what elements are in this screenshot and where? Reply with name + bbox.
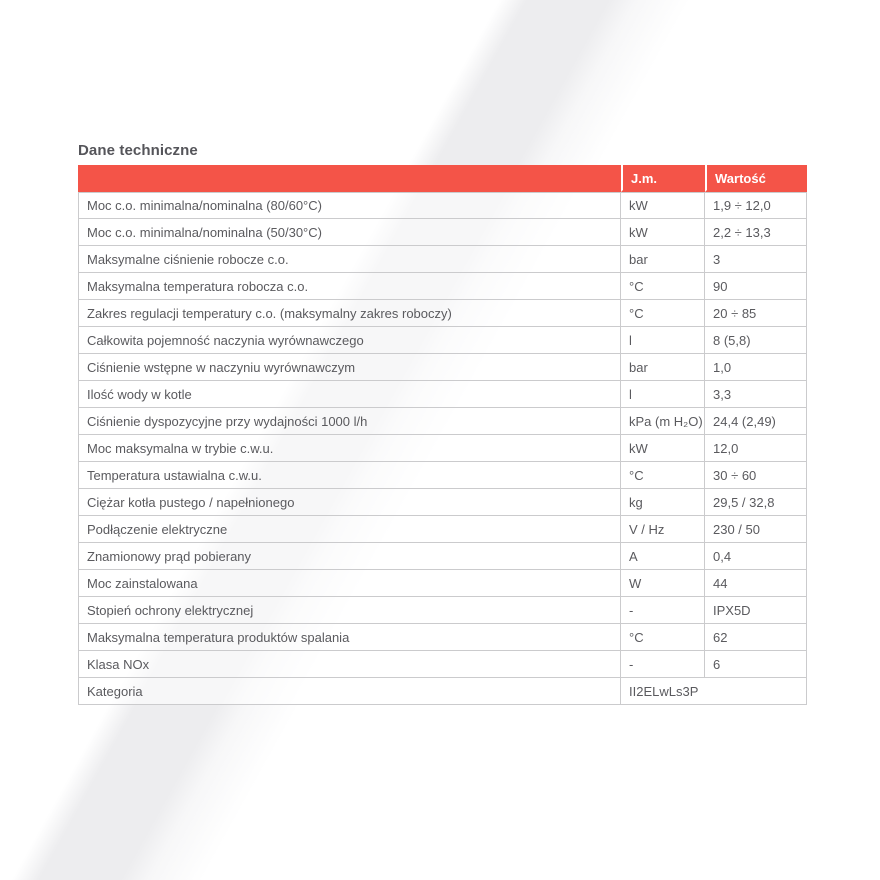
value-cell: 24,4 (2,49) [705,408,807,435]
unit-cell: W [621,570,705,597]
param-cell: Ilość wody w kotle [78,381,621,408]
table-row [78,624,807,651]
param-cell: Maksymalna temperatura robocza c.o. [78,273,621,300]
unit-cell: °C [621,300,705,327]
table-row [78,273,807,300]
value-cell: IPX5D [705,597,807,624]
unit-cell: kg [621,489,705,516]
value-cell: 29,5 / 32,8 [705,489,807,516]
page-title: Dane techniczne [78,142,198,159]
unit-cell: - [621,597,705,624]
table-row [78,435,807,462]
param-cell: Ciśnienie dyspozycyjne przy wydajności 1000 l/h [78,408,621,435]
unit-cell: l [621,327,705,354]
table-row [78,678,807,705]
table-row [78,327,807,354]
param-cell: Całkowita pojemność naczynia wyrównawczego [78,327,621,354]
param-cell: Zakres regulacji temperatury c.o. (maksymalny zakres roboczy) [78,300,621,327]
unit-cell: kW [621,219,705,246]
unit-cell: °C [621,273,705,300]
value-cell: 30 ÷ 60 [705,462,807,489]
table-row [78,597,807,624]
unit-cell: °C [621,624,705,651]
value-cell: 62 [705,624,807,651]
unit-cell: II2ELwLs3P [621,678,807,705]
table-row [78,300,807,327]
header-row [78,165,807,192]
table-row [78,219,807,246]
table-row [78,543,807,570]
value-cell: 230 / 50 [705,516,807,543]
value-cell: 3 [705,246,807,273]
param-cell: Podłączenie elektryczne [78,516,621,543]
unit-cell: A [621,543,705,570]
table-row [78,408,807,435]
value-cell: 1,9 ÷ 12,0 [705,192,807,219]
table-row [78,651,807,678]
table-row [78,516,807,543]
technical-data-table [78,165,807,705]
value-cell: 20 ÷ 85 [705,300,807,327]
unit-cell: bar [621,354,705,381]
param-cell: Ciężar kotła pustego / napełnionego [78,489,621,516]
param-cell: Znamionowy prąd pobierany [78,543,621,570]
table-header [78,165,807,192]
value-cell: 1,0 [705,354,807,381]
param-cell: Klasa NOx [78,651,621,678]
value-cell: 0,4 [705,543,807,570]
header-param-cell [78,165,621,192]
param-cell: Stopień ochrony elektrycznej [78,597,621,624]
unit-cell: °C [621,462,705,489]
param-cell: Maksymalna temperatura produktów spalania [78,624,621,651]
value-cell: 44 [705,570,807,597]
value-cell: 90 [705,273,807,300]
param-cell: Maksymalne ciśnienie robocze c.o. [78,246,621,273]
value-cell: 12,0 [705,435,807,462]
unit-cell: V / Hz [621,516,705,543]
unit-cell: l [621,381,705,408]
param-cell: Ciśnienie wstępne w naczyniu wyrównawczym [78,354,621,381]
table-row [78,246,807,273]
unit-cell: kW [621,192,705,219]
table-row [78,489,807,516]
table-row [78,462,807,489]
value-cell: 3,3 [705,381,807,408]
value-cell: 8 (5,8) [705,327,807,354]
unit-cell: bar [621,246,705,273]
table-row [78,354,807,381]
param-cell: Moc zainstalowana [78,570,621,597]
param-cell: Kategoria [78,678,621,705]
table-row [78,570,807,597]
header-value-cell: Wartość [705,165,807,192]
param-cell: Moc maksymalna w trybie c.w.u. [78,435,621,462]
unit-cell: kW [621,435,705,462]
param-cell: Moc c.o. minimalna/nominalna (80/60°C) [78,192,621,219]
unit-cell: kPa (m H₂O) [621,408,705,435]
table-row [78,381,807,408]
header-unit-cell: J.m. [621,165,705,192]
table-body [78,192,807,705]
value-cell: 2,2 ÷ 13,3 [705,219,807,246]
table-row [78,192,807,219]
value-cell: 6 [705,651,807,678]
param-cell: Temperatura ustawialna c.w.u. [78,462,621,489]
unit-cell: - [621,651,705,678]
param-cell: Moc c.o. minimalna/nominalna (50/30°C) [78,219,621,246]
